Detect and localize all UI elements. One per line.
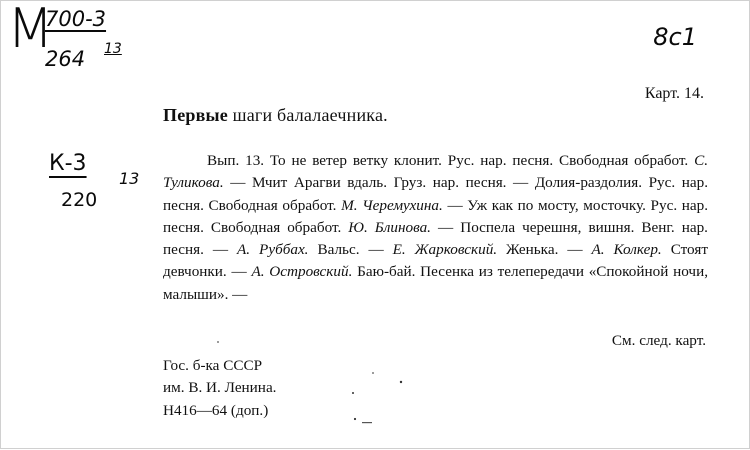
body-text: Баю-бай. Песенка из телепередачи «Спокойной ночи, малыши». —	[163, 263, 708, 303]
body-text: Вып. 13. То не ветер ветку клонит. Рус. нар. песня. Свободная обработ.	[207, 152, 695, 169]
card-number: Карт. 14.	[644, 85, 704, 102]
body-text: Стоят девчонки. —	[163, 241, 708, 281]
scan-specks	[1, 1, 750, 450]
body-text: Вальс. —	[308, 241, 393, 259]
handwritten-code-sup: 13	[119, 169, 140, 188]
handwritten-shelf-bottom: 264	[45, 47, 86, 71]
author-name: С. Туликова.	[163, 152, 708, 192]
see-next-card: См. след. карт.	[611, 332, 706, 349]
author-name: А. Островский.	[251, 263, 353, 281]
handwritten-shelf-sup: 13	[104, 41, 122, 57]
body-text: — Уж как по мосту, мосточку. Рус. нар. песня. Свободная обработ.	[163, 196, 708, 236]
handwritten-corner-mark: 8с1	[653, 23, 697, 51]
body-text: Женька. —	[497, 241, 592, 259]
handwritten-code-bottom: 220	[61, 189, 98, 211]
author-name: М. Черемухина.	[341, 196, 443, 214]
author-name: Е. Жарковский.	[392, 241, 498, 259]
library-line-2: им. В. И. Ленина.	[163, 379, 277, 397]
body-text: — Мчит Арагви вдаль. Груз. нар. песня. — Долия-раздолия. Рус. нар. песня. Свободная обработ.	[163, 174, 708, 214]
author-name: А. Руббах.	[237, 241, 309, 259]
library-line-1: Гос. б-ка СССР	[163, 357, 263, 374]
author-name: Ю. Блинова.	[348, 218, 431, 236]
body-text: — Поспела черешня, вишня. Венг. нар. песня. —	[163, 218, 708, 259]
library-line-3: Н416—64 (доп.)	[163, 401, 269, 419]
author-name: А. Колкер.	[591, 241, 662, 259]
title-bold: Первые	[163, 105, 228, 125]
handwritten-shelf-top: 700-3	[45, 7, 107, 31]
title-rest: шаги балалаечника.	[227, 105, 388, 125]
handwritten-code-top: К-3	[49, 151, 87, 176]
handwritten-letter: М	[7, 0, 52, 60]
